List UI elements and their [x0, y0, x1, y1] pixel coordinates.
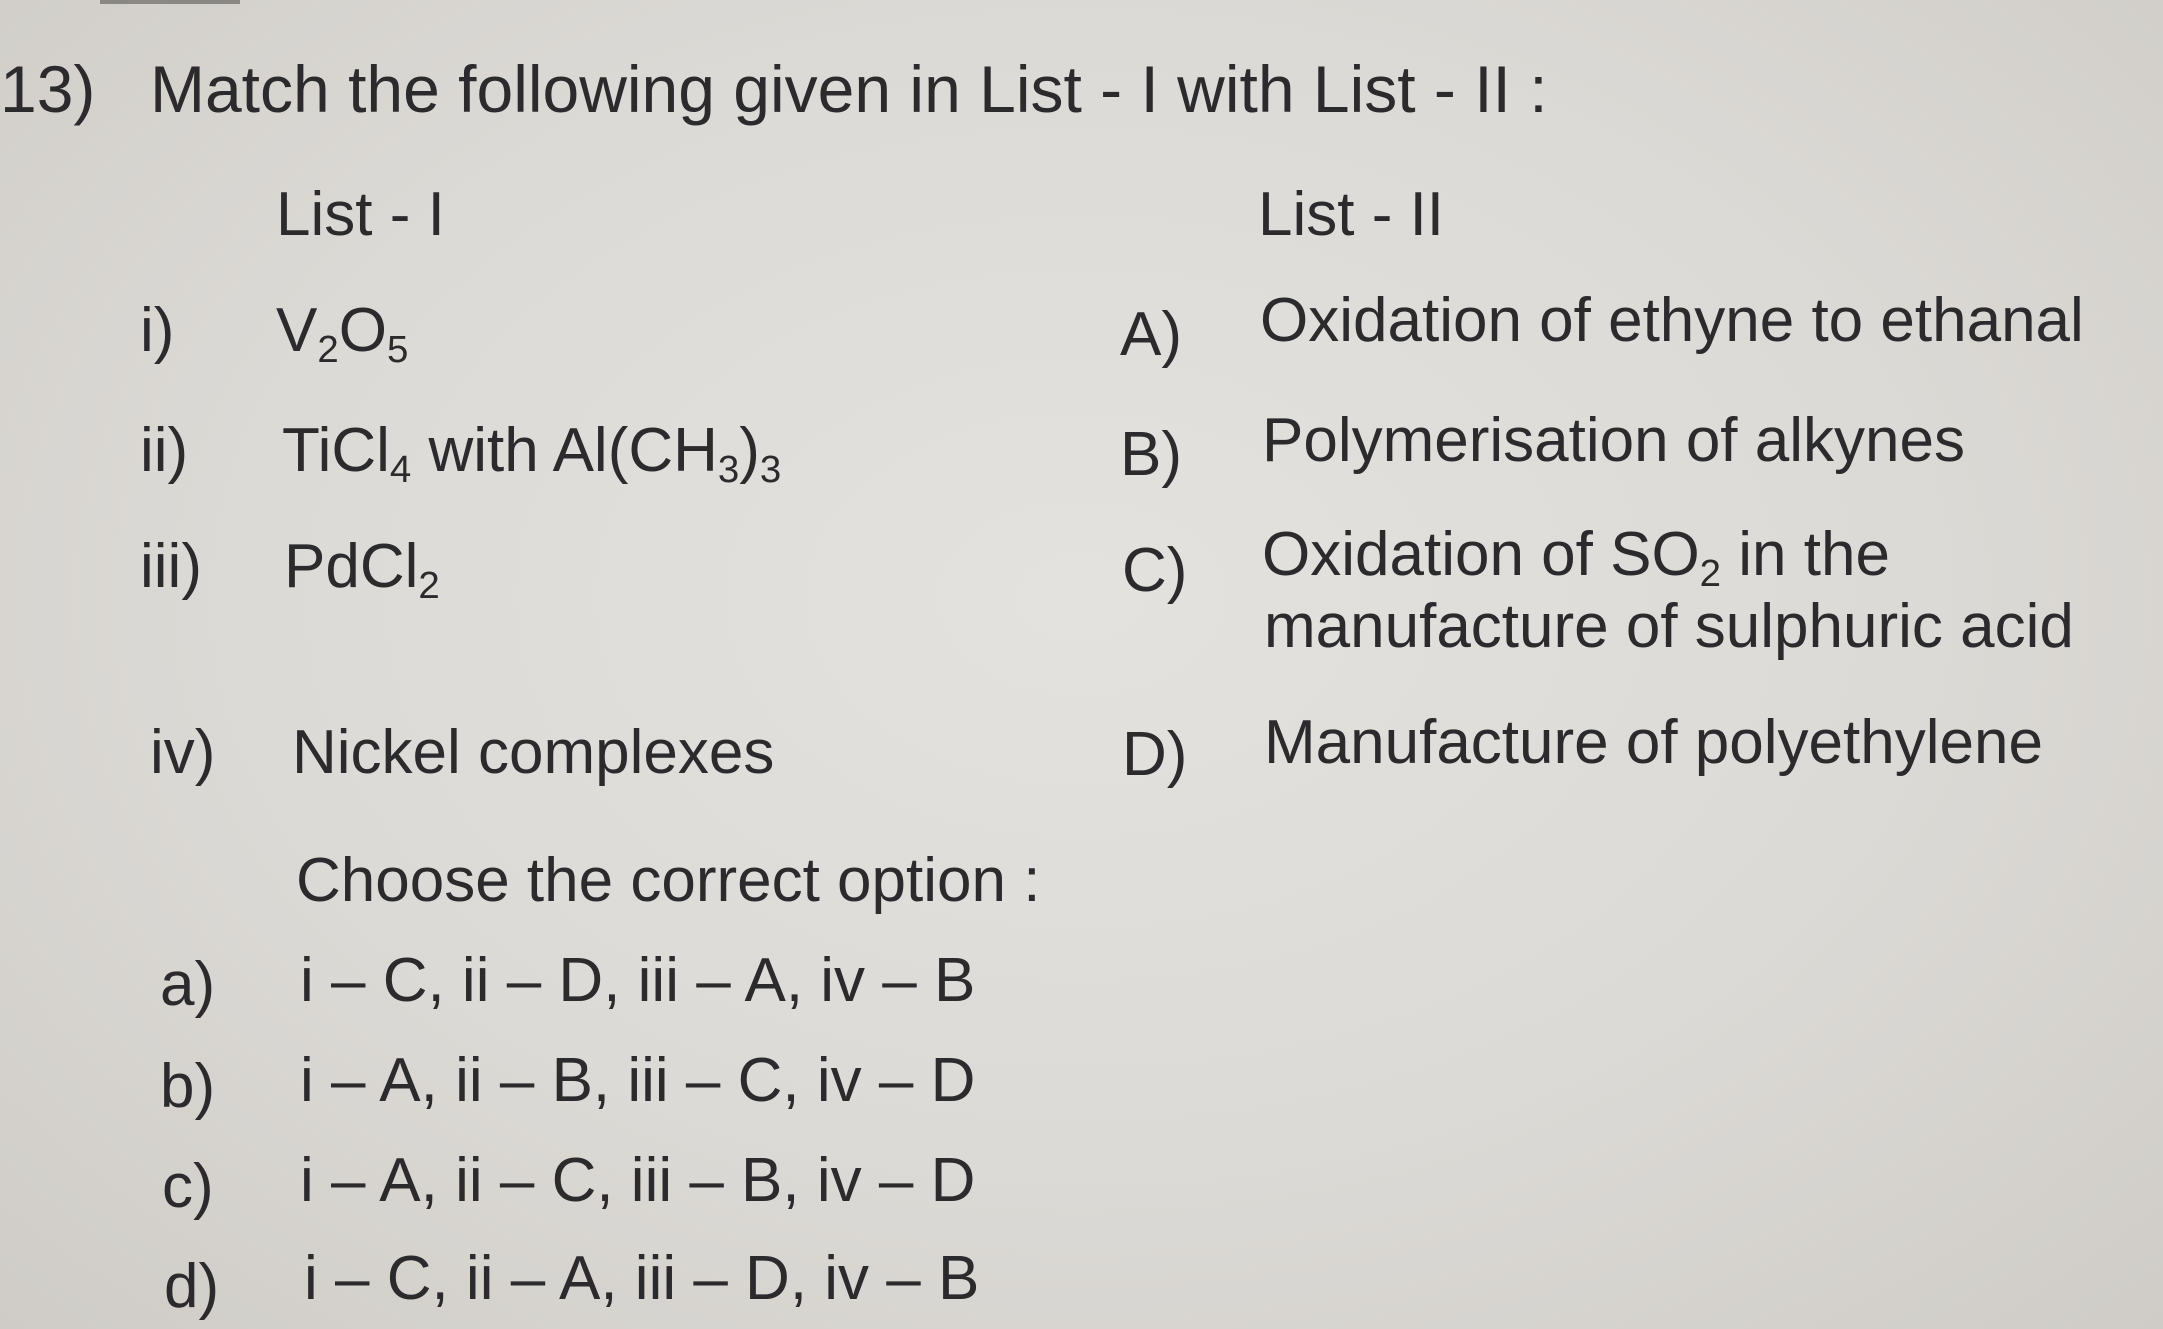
option-d: i – C, ii – A, iii – D, iv – B	[304, 1244, 980, 1313]
option-marker-c: c)	[162, 1152, 214, 1221]
list1-marker-iv: iv)	[150, 718, 216, 787]
option-b: i – A, ii – B, iii – C, iv – D	[300, 1046, 976, 1115]
option-marker-a: a)	[160, 950, 216, 1019]
list1-marker-iii: iii)	[140, 532, 202, 601]
list1-item-iii: PdCl$_2$	[284, 532, 440, 607]
list2-item-d: Manufacture of polyethylene	[1264, 708, 2043, 777]
list2-marker-c: C)	[1122, 536, 1188, 605]
list1-item-ii: TiCl$_4$ with $Al(CH_3)_3$	[282, 416, 782, 491]
option-marker-b: b)	[160, 1052, 216, 1121]
question-text: Match the following given in List - I with List - II :	[150, 52, 1548, 126]
list2-header: List - II	[1258, 180, 1445, 249]
list2-item-c-line1: Oxidation of $SO_2$ in the	[1262, 520, 1890, 595]
list2-marker-a: A)	[1120, 300, 1182, 369]
option-a: i – C, ii – D, iii – A, iv – B	[300, 946, 976, 1015]
top-divider	[100, 0, 240, 4]
choose-prompt: Choose the correct option :	[296, 846, 1041, 915]
list1-item-iv: Nickel complexes	[292, 718, 775, 787]
option-marker-d: d)	[164, 1252, 220, 1321]
list2-marker-d: D)	[1122, 720, 1188, 789]
list1-marker-i: i)	[140, 296, 175, 365]
list1-item-i: $V_2O_5$	[276, 296, 409, 371]
option-c: i – A, ii – C, iii – B, iv – D	[300, 1146, 976, 1215]
list2-item-b: Polymerisation of alkynes	[1262, 406, 1965, 475]
list1-marker-ii: ii)	[140, 416, 189, 485]
list2-item-c-line2: manufacture of sulphuric acid	[1264, 592, 2074, 661]
list1-header: List - I	[276, 180, 445, 249]
list2-marker-b: B)	[1120, 420, 1182, 489]
question-number: 13)	[0, 52, 96, 126]
list2-item-a: Oxidation of ethyne to ethanal	[1260, 286, 2084, 355]
